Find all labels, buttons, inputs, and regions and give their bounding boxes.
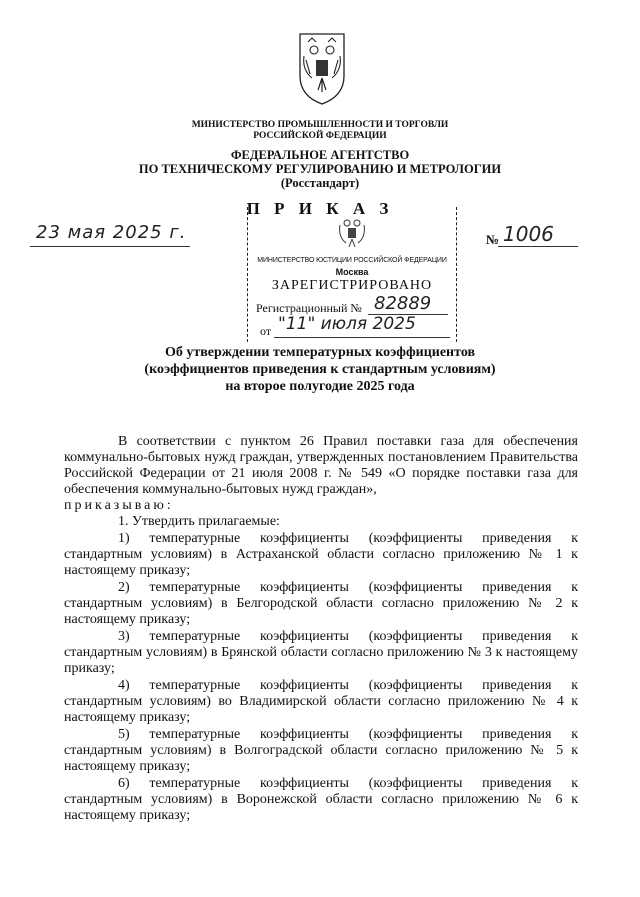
stamp-ministry: МИНИСТЕРСТВО ЮСТИЦИИ РОССИЙСКОЙ ФЕДЕРАЦИИ	[257, 257, 447, 264]
order-number-label: №	[486, 232, 500, 247]
list-item: 5) температурные коэффициенты (коэффициенты приведения к стандартным условиям) в Волгоградской области согласно приложению № 5 к настоящему приказу;	[64, 727, 578, 774]
order-heading: П Р И К А З	[246, 199, 394, 218]
stamp-city: Москва	[335, 267, 369, 277]
list-item: 3) температурные коэффициенты (коэффициенты приведения к стандартным условиям) в Брянской области согласно приложению № 3 к настоящему приказу;	[64, 629, 578, 676]
order-date: 23 мая 2025 г.	[36, 222, 187, 243]
document-title	[0, 344, 640, 395]
list-item: 6) температурные коэффициенты (коэффициенты приведения к стандартным условиям) в Воронежской области согласно приложению № 6 к настоящему приказу;	[64, 776, 578, 823]
list-item: 2) температурные коэффициенты (коэффициенты приведения к стандартным условиям) в Белгородской области согласно приложению № 2 к настоящему приказу;	[64, 580, 578, 627]
stamp-reg-number: 82889	[374, 293, 432, 314]
date-underline	[30, 246, 190, 247]
stamp-status: ЗАРЕГИСТРИРОВАНО	[271, 278, 433, 293]
stamp-from-underline	[274, 337, 450, 338]
number-underline	[498, 246, 578, 247]
ministry-name	[0, 120, 640, 142]
stamp-from-label: от	[260, 324, 272, 338]
order-number: 1006	[503, 222, 554, 246]
document-body	[64, 434, 578, 824]
list-item: 4) температурные коэффициенты (коэффициенты приведения к стандартным условиям) во Владимирской области согласно приложению № 4 к настоящему приказу;	[64, 678, 578, 725]
title-line-1: Об утверждении температурных коэффициентов	[164, 345, 476, 360]
registration-stamp	[247, 207, 457, 342]
agency-line-1: ФЕДЕРАЛЬНОЕ АГЕНТСТВО	[230, 148, 410, 162]
stamp-coat-of-arms-icon	[336, 213, 368, 249]
list-item: 1) температурные коэффициенты (коэффициенты приведения к стандартным условиям) в Астраханской области согласно приложению № 1 к настоящему приказу;	[64, 531, 578, 578]
title-line-3: на второе полугодие 2025 года	[225, 379, 415, 394]
title-line-2: (коэффициентов приведения к стандартным условиям)	[144, 362, 496, 377]
order-word: приказываю:	[64, 498, 174, 513]
stamp-from-date: "11" июля 2025	[278, 314, 416, 334]
ministry-line-1: МИНИСТЕРСТВО ПРОМЫШЛЕННОСТИ И ТОРГОВЛИ	[191, 120, 449, 130]
stamp-reg-label: Регистрационный №	[256, 301, 362, 315]
intro-paragraph: В соответствии с пунктом 26 Правил поставки газа для обеспечения коммунально-бытовых нужд граждан, утвержденных постановлением Правительства Российской Федерации от 21 июля 2008 г. № 549 «О порядке поставки газа для обеспечения коммунально-бытовых нужд граждан»,	[64, 434, 578, 497]
ministry-line-2: РОССИЙСКОЙ ФЕДЕРАЦИИ	[253, 131, 387, 141]
point-1: 1. Утвердить прилагаемые:	[118, 514, 280, 529]
coat-of-arms-icon	[296, 30, 348, 106]
agency-line-3: (Росстандарт)	[280, 176, 360, 190]
agency-name	[0, 148, 640, 190]
agency-line-2: ПО ТЕХНИЧЕСКОМУ РЕГУЛИРОВАНИЮ И МЕТРОЛОГИИ	[138, 162, 502, 176]
